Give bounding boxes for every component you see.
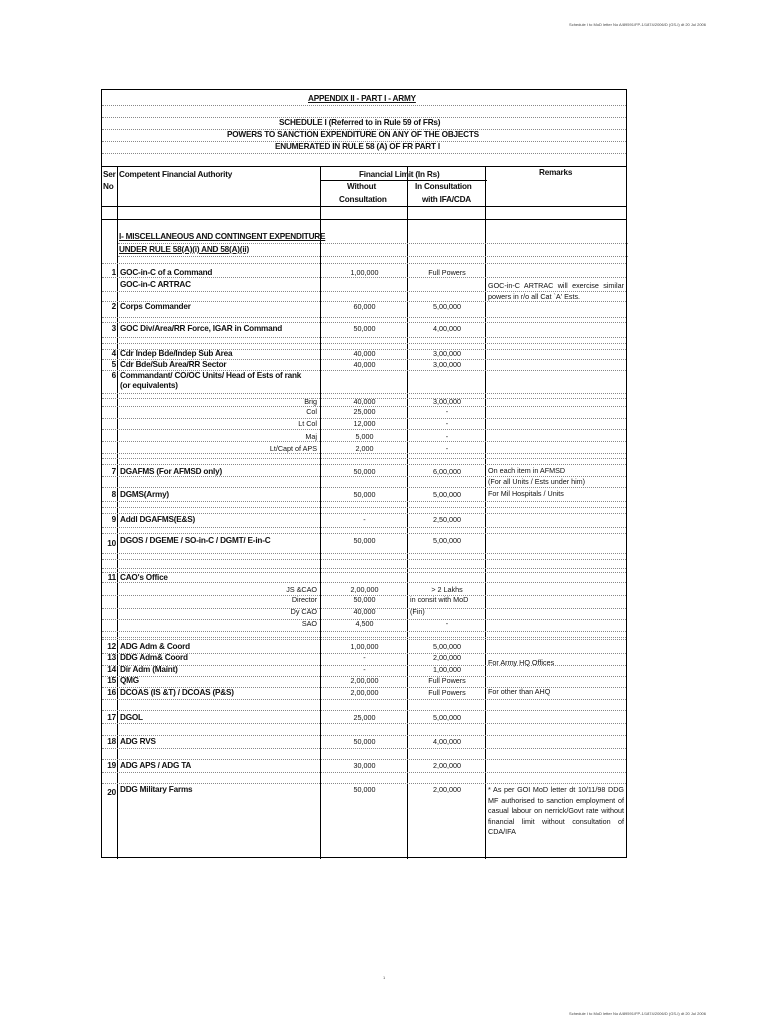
row-without-consultation: -	[363, 653, 366, 662]
row-authority: GOC-in-C of a Command	[120, 268, 213, 277]
row-without-consultation: 50,000	[353, 785, 376, 794]
row-without-consultation: 25,000	[353, 407, 376, 416]
row-divider	[102, 359, 626, 360]
row-without-consultation: 40,000	[353, 607, 376, 616]
col-with-label-2: with IFA/CDA	[422, 195, 471, 204]
row-without-consultation: 40,000	[353, 397, 376, 406]
row-ser-19: 19	[107, 761, 116, 770]
row-rank-label: Col	[306, 407, 317, 416]
row-divider	[102, 153, 626, 154]
row-without-consultation: 2,00,000	[350, 585, 379, 594]
row-without-consultation: 50,000	[353, 595, 376, 604]
row-with-consultation: > 2 Lakhs	[431, 585, 463, 594]
row-authority: DCOAS (IS &T) / DCOAS (P&S)	[120, 688, 234, 697]
row-ser-18: 18	[107, 737, 116, 746]
row-with-consultation: Full Powers	[428, 268, 466, 277]
row-authority: Dir Adm (Maint)	[120, 665, 178, 674]
row-divider	[102, 406, 626, 407]
remark-ahq: For other than AHQ	[488, 687, 551, 696]
row-without-consultation: 50,000	[353, 536, 376, 545]
row-with-consultation: -	[445, 419, 449, 428]
footer-reference-note: Schedule I to MoD letter No A/89591/FP-1/1874/2006/D (GS-I) dt 20 Jul 2006	[569, 1011, 706, 1016]
row-without-consultation: 50,000	[353, 324, 376, 333]
row-with-consultation: Full Powers	[428, 676, 466, 685]
row-divider	[118, 256, 628, 257]
row-divider	[102, 783, 626, 784]
row-with-consultation: 5,00,000	[433, 302, 461, 311]
section-heading-line2: UNDER RULE 58(A)(i) AND 58(A)(ii)	[119, 245, 250, 254]
section-rule	[102, 219, 626, 220]
row-without-consultation: 50,000	[353, 737, 376, 746]
row-with-consultation: 2,00,000	[433, 785, 461, 794]
row-rank-label: JS &CAO	[286, 585, 317, 594]
row-authority: Commandant/ CO/OC Units/ Head of Ests of rank	[120, 371, 302, 380]
row-divider	[102, 772, 626, 773]
row-ser-9: 9	[111, 515, 116, 524]
appendix-title: APPENDIX II - PART I - ARMY	[308, 94, 416, 103]
row-without-consultation: 40,000	[353, 360, 376, 369]
row-authority: GOC-in-C ARTRAC	[120, 280, 191, 289]
row-ser-14: 14	[107, 665, 116, 674]
remark-dgms: For Mil Hospitals / Units	[488, 489, 564, 498]
row-divider	[102, 418, 626, 419]
row-authority: ADG RVS	[120, 737, 156, 746]
row-with-consultation: (Fin)	[410, 607, 425, 616]
row-with-consultation: 2,00,000	[433, 761, 461, 770]
row-rank-label: SAO	[301, 619, 317, 628]
row-without-consultation: 30,000	[353, 761, 376, 770]
row-ser-11: 11	[107, 573, 116, 582]
row-divider	[102, 393, 626, 394]
powers-title: POWERS TO SANCTION EXPENDITURE ON ANY OF THE OBJECTS	[227, 130, 479, 139]
row-divider	[102, 608, 626, 609]
row-ser-17: 17	[107, 713, 116, 722]
row-divider	[102, 527, 626, 528]
row-ser-3: 3	[111, 324, 116, 333]
page-number: 1	[383, 975, 386, 980]
row-with-consultation: 3,00,000	[433, 360, 461, 369]
limit-split	[407, 180, 408, 206]
row-divider	[102, 349, 626, 350]
row-with-consultation: 5,00,000	[433, 536, 461, 545]
row-ser-5: 5	[111, 360, 116, 369]
col-without-label-2: Consultation	[339, 195, 387, 204]
row-authority: DGOS / DGEME / SO-in-C / DGMT/ E-in-C	[120, 536, 271, 545]
row-without-consultation: 1,00,000	[350, 642, 379, 651]
row-divider	[102, 317, 626, 318]
row-divider	[102, 559, 626, 560]
col-with-label: In Consultation	[415, 182, 472, 191]
row-divider	[102, 453, 626, 454]
row-with-consultation: 2,00,000	[433, 653, 461, 662]
row-divider	[102, 513, 626, 514]
row-divider	[102, 553, 626, 554]
row-without-consultation: -	[363, 665, 366, 674]
row-divider	[102, 370, 626, 371]
row-divider	[102, 533, 626, 534]
row-divider	[102, 735, 626, 736]
row-authority: Cdr Indep Bde/Indep Sub Area	[120, 349, 233, 358]
row-divider	[102, 458, 626, 459]
row-ser-7: 7	[111, 467, 116, 476]
row-with-consultation: -	[445, 407, 449, 416]
row-without-consultation: -	[363, 515, 366, 524]
row-divider	[102, 398, 626, 399]
enumerated-title: ENUMERATED IN RULE 58 (A) OF FR PART I	[275, 142, 440, 151]
row-divider	[102, 322, 626, 323]
row-with-consultation: -	[445, 619, 449, 628]
row-authority: GOC Div/Area/RR Force, IGAR in Command	[120, 324, 283, 333]
row-rank-label: Maj	[305, 432, 317, 441]
row-with-consultation: 4,00,000	[433, 737, 461, 746]
row-rank-label: Director	[291, 595, 317, 604]
remark-military-farms: * As per GOI MoD letter dt 10/11/98 DDG MF authorised to sanction employment of casual labour on nerrick/Govt rate without financial limit without consultation of CDA/IFA	[488, 785, 624, 836]
row-without-consultation: 2,000	[355, 444, 374, 453]
row-without-consultation: 4,500	[355, 619, 374, 628]
row-authority: Cdr Bde/Sub Area/RR Sector	[120, 360, 227, 369]
row-divider	[102, 723, 626, 724]
col-remarks-label: Remarks	[539, 168, 573, 177]
row-authority: ADG APS / ADG TA	[120, 761, 192, 770]
section-heading-line1: I- MISCELLANEOUS AND CONTINGENT EXPENDITURE	[119, 232, 326, 241]
row-without-consultation: 12,000	[353, 419, 376, 428]
row-divider	[102, 429, 626, 430]
row-divider	[102, 343, 626, 344]
row-with-consultation: Full Powers	[428, 688, 466, 697]
row-with-consultation: 1,00,000	[433, 665, 461, 674]
row-divider	[102, 501, 626, 502]
row-divider	[102, 759, 626, 760]
row-with-consultation: -	[445, 444, 449, 453]
row-divider	[102, 595, 626, 596]
row-without-consultation: 2,00,000	[350, 676, 379, 685]
row-divider	[102, 748, 626, 749]
row-divider	[102, 568, 626, 569]
row-divider	[102, 337, 626, 338]
row-with-consultation: 2,50,000	[433, 515, 461, 524]
row-rank-label: Brig	[304, 397, 317, 406]
row-authority: CAO's Office	[120, 573, 168, 582]
row-divider	[102, 464, 626, 465]
row-without-consultation: 40,000	[353, 349, 376, 358]
row-divider	[102, 631, 626, 632]
row-with-consultation: 5,00,000	[433, 642, 461, 651]
row-divider	[102, 277, 626, 278]
row-with-consultation: 3,00,000	[433, 349, 461, 358]
remark-afmsd-2: (For all Units / Ests under him)	[488, 477, 586, 486]
row-authority: Addl DGAFMS(E&S)	[120, 515, 196, 524]
row-with-consultation: 5,00,000	[433, 713, 461, 722]
row-ser-1: 1	[111, 268, 116, 277]
row-divider	[102, 637, 626, 638]
row-ser-15: 15	[107, 676, 116, 685]
row-divider	[102, 582, 626, 583]
col-financial-limit: Financial Limit (In Rs)	[359, 170, 440, 179]
col-without-label: Without	[347, 182, 376, 191]
row-with-consultation: -	[445, 432, 449, 441]
row-authority: DGAFMS (For AFMSD only)	[120, 467, 222, 476]
row-divider	[102, 676, 626, 677]
row-divider	[102, 710, 626, 711]
header-bottom-rule	[102, 206, 626, 207]
row-without-consultation: 50,000	[353, 467, 376, 476]
row-authority: Corps Commander	[120, 302, 191, 311]
row-ser-8: 8	[111, 490, 116, 499]
row-divider	[102, 441, 626, 442]
row-ser-20: 20	[107, 788, 116, 797]
row-without-consultation: 2,00,000	[350, 688, 379, 697]
row-divider	[102, 507, 626, 508]
row-divider	[102, 639, 626, 640]
row-without-consultation: 50,000	[353, 490, 376, 499]
row-rank-label: Lt Col	[298, 419, 317, 428]
row-ser-13: 13	[107, 653, 116, 662]
row-authority: ADG Adm & Coord	[120, 642, 190, 651]
row-authority: DDG Military Farms	[120, 785, 193, 794]
row-divider	[102, 572, 626, 573]
row-ser-6: 6	[111, 371, 116, 380]
row-without-consultation: 5,000	[355, 432, 374, 441]
col-authority-label: Competent Financial Authority	[119, 170, 233, 179]
col-no-label: No	[103, 182, 114, 191]
row-ser-10: 10	[107, 539, 116, 548]
remark-afmsd-1: On each item in AFMSD	[488, 466, 566, 475]
row-without-consultation: 25,000	[353, 713, 376, 722]
row-authority: (or equivalents)	[120, 381, 178, 390]
remark-army-hq: For Army HQ Offices	[488, 658, 555, 667]
col-ser-label: Ser	[103, 170, 116, 179]
row-without-consultation: 1,00,000	[350, 268, 379, 277]
row-authority: QMG	[120, 676, 139, 685]
row-with-consultation: 3,00,000	[433, 397, 461, 406]
row-divider	[102, 105, 626, 106]
row-with-consultation: 5,00,000	[433, 490, 461, 499]
row-ser-12: 12	[107, 642, 116, 651]
schedule-title: SCHEDULE I (Referred to in Rule 59 of FRs)	[279, 118, 441, 127]
row-authority: DGOL	[120, 713, 143, 722]
row-divider	[102, 263, 626, 264]
row-ser-16: 16	[107, 688, 116, 697]
row-authority: DGMS(Army)	[120, 490, 169, 499]
row-divider	[102, 699, 626, 700]
row-without-consultation: 60,000	[353, 302, 376, 311]
row-ser-4: 4	[111, 349, 116, 358]
row-authority: DDG Adm& Coord	[120, 653, 188, 662]
row-with-consultation: 4,00,000	[433, 324, 461, 333]
schedule-table	[101, 89, 627, 858]
row-with-consultation: in consit with MoD	[410, 595, 469, 604]
row-divider	[102, 619, 626, 620]
remark-artrac: GOC-in-C ARTRAC will exercise similar powers in r/o all Cat `A' Ests.	[488, 281, 624, 301]
row-ser-2: 2	[111, 302, 116, 311]
header-reference-note: Schedule I to MoD letter No A/89591/FP-1/1874/2006/D (GS-I) dt 20 Jul 2006	[569, 22, 706, 27]
row-rank-label: Lt/Capt of APS	[269, 444, 317, 453]
row-with-consultation: 6,00,000	[433, 467, 461, 476]
row-divider	[102, 653, 626, 654]
row-rank-label: Dy CAO	[290, 607, 317, 616]
